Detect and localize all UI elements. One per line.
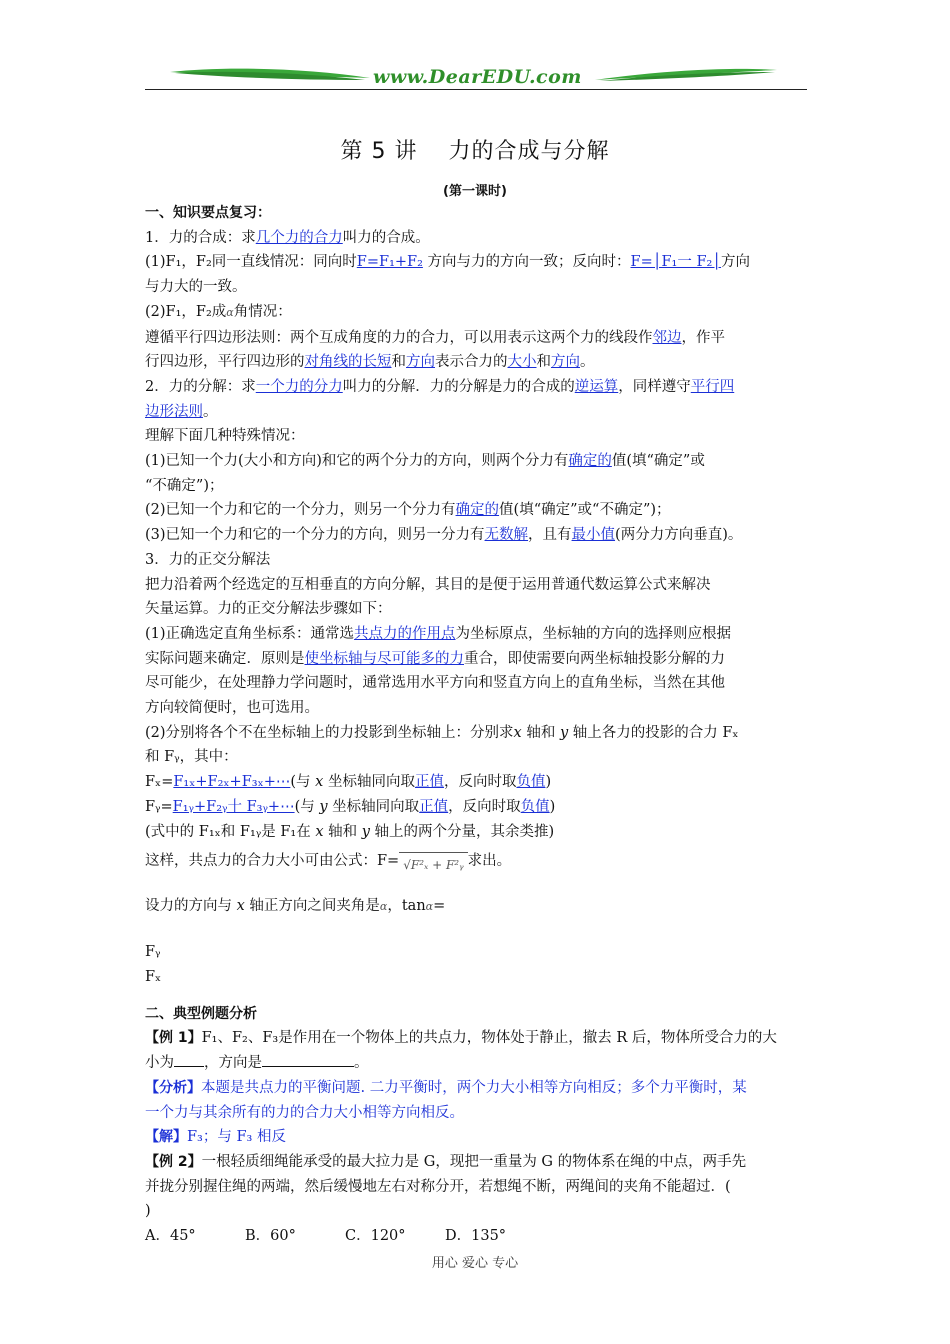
- answer-link: 确定的: [455, 502, 500, 519]
- answer-link: 确定的: [568, 453, 612, 470]
- line: 矢量运算。力的正交分解法步骤如下：: [145, 601, 392, 618]
- line: 设力的方向与 x 轴正方向之间夹角是α，tanα=: [145, 898, 446, 915]
- line: (2)已知一个力和它的一个分力，则另一个分力有确定的值(填“确定”或“不确定”)；: [145, 502, 671, 519]
- header-rule: [145, 89, 807, 90]
- line: 方向较简便时，也可选用。: [145, 700, 319, 717]
- lesson-title: 第 5 讲 力的合成与分解: [340, 139, 610, 164]
- answer-link: 方向: [551, 354, 580, 371]
- line: 理解下面几种特殊情况：: [145, 428, 305, 445]
- answer-link: 最小值: [571, 527, 616, 544]
- line: ): [145, 1203, 151, 1220]
- content-body: 一、知识要点复习： 1．力的合成：求几个力的合力叫力的合成。 (1)F₁，F₂同一直线情况：同向时F=F₁+F₂ 方向与力的方向一致；反向时：F=│F₁一 F₂│方向 与力大的一致。 (2)F₁，F₂成α角情况： 遵循平行四边形法则：两个互成角度的力的合力，可以用表示这两个力的线段作邻边，作平 行四边形，平行四边形的对角线的长短和方向表示合力的大小和方向。 2．力的分解：求一个力的分力叫力的分解．力的分解是力的合成的逆运算，同样遵守平行四 边形法则。 理解下面几种特殊情况： (1)已知一个力(大小和方向)和它的两个分力的方向，则两个分力有确定的值(填“确定”或 “不确定”)； (2)已知一个力和它的一个分力，则另一个分力有确定的值(填“确定”或“不确定”)； (3)已知一个力和它的一个分力的方向，则另一分力有无数解，且有最小值(两分力方向垂直)。 3．力的正交分解法 把力沿着两个经选定的互相垂直的方向分解，其目的是便于运用普通代数运算公式来解决 矢量运算。力的正交分解法步骤如下： (1)正确选定直角坐标系：通常选共点力的作用点为坐标原点，坐标轴的方向的选择则应根据 实际问题来确定．原则是使坐标轴与尽可能多的力重合，即使需要向两坐标轴投影分解的力 尽可能少，在处理静力学问题时，通常选用水平方向和竖直方向上的直角坐标，当然在其他 方向较简便时，也可选用。 (2)分别将各个不在坐标轴上的力投影到坐标轴上：分别求x 轴和 y 轴上各力的投影的合力 Fₓ 和 Fᵧ，其中： Fₓ=F₁ₓ+F₂ₓ+F₃ₓ+⋯(与 x 坐标轴同向取正值，反向时取负值) Fᵧ=F₁ᵧ+F₂ᵧ十 F₃ᵧ+⋯(与 y 坐标轴同向取正值，反向时取负值) (式中的 F₁ₓ和 F₁ᵧ是 F₁在 x 轴和 y 轴上的两个分量，其余类推) 这样，共点力的合力大小可由公式：F= √F²ₓ + F²ᵧ 求出。 设力的方向与 x 轴正方向之间夹角是α，tanα= Fᵧ Fₓ 二、典型例题分析 【例 1】F₁、F₂、F₃是作用在一个物体上的共点力，物体处于静止，撤去 R 后，物体所受合力的大 小为 ，方向是 。 【分析】本题是共点力的平衡问题. 二力平衡时，两个力大小相等方向相反；多个力平衡时，某 一个力与其余所有的力的合力大小相等方向相反。 【解】F₃；与 F₃ 相反 【例 2】一根轻质细绳能承受的最大拉力是 G，现把一重量为 G 的物体系在绳的中点，两手先 并拢分别握住绳的两端，然后缓慢地左右对称分开，若想绳不断，两绳间的夹角不能超过．( ) A．45° B．60° C．120° D．135°: [145, 201, 809, 1249]
- line: 遵循平行四边形法则：两个互成角度的力的合力，可以用表示这两个力的线段作邻边，作平: [145, 329, 725, 346]
- answer-link: 大小: [507, 354, 537, 371]
- line: (1)已知一个力(大小和方向)和它的两个分力的方向，则两个分力有确定的值(填“确定”或: [145, 453, 705, 470]
- answer-link: 正值: [419, 798, 449, 815]
- options-line: [145, 1224, 809, 1249]
- line: (3)已知一个力和它的一个分力的方向，则另一分力有无数解，且有最小值(两分力方向垂直)。: [145, 527, 743, 544]
- line: 3．力的正交分解法: [145, 551, 271, 568]
- line: (1)正确选定直角坐标系：通常选共点力的作用点为坐标原点，坐标轴的方向的选择则应根据: [145, 625, 732, 642]
- line: “不确定”)；: [145, 477, 224, 494]
- section-heading-1: 一、知识要点复习：: [145, 205, 271, 221]
- section-heading-2: 二、典型例题分析: [145, 1005, 257, 1022]
- line: 和 Fᵧ，其中：: [145, 749, 238, 766]
- answer-link: F₁ₓ+F₂ₓ+F₃ₓ+⋯: [173, 774, 291, 791]
- answer-link: 负值: [516, 774, 546, 791]
- line: 1．力的合成：求几个力的合力叫力的合成。: [145, 229, 430, 246]
- line: Fᵧ=F₁ᵧ+F₂ᵧ十 F₃ᵧ+⋯(与 y 坐标轴同向取正值，反向时取负值): [145, 798, 556, 815]
- line: 把力沿着两个经选定的互相垂直的方向分解，其目的是便于运用普通代数运算公式来解决: [145, 576, 711, 593]
- answer-link: 平行四: [690, 378, 735, 395]
- answer-link: 无数解: [484, 527, 529, 544]
- line: 小为 ，方向是 。: [145, 1051, 809, 1076]
- line: 【分析】本题是共点力的平衡问题. 二力平衡时，两个力大小相等方向相反；多个力平衡时，某: [145, 1079, 747, 1096]
- line: 与力大的一致。: [145, 279, 247, 296]
- line: 行四边形，平行四边形的对角线的长短和方向表示合力的大小和方向。: [145, 354, 595, 371]
- lesson-subtitle: (第一课时): [443, 184, 507, 199]
- answer-link: F₁ᵧ+F₂ᵧ十 F₃ᵧ+⋯: [172, 798, 295, 815]
- answer-link: 负值: [520, 798, 550, 815]
- answer-link: F=F₁+F₂: [356, 254, 423, 271]
- answer-link: 一个力的分力: [255, 378, 343, 395]
- answer-link: 共点力的作用点: [354, 625, 456, 642]
- line: 实际问题来确定．原则是使坐标轴与尽可能多的力重合，即使需要向两坐标轴投影分解的力: [145, 650, 725, 667]
- line: 2．力的分解：求一个力的分力叫力的分解．力的分解是力的合成的逆运算，同样遵守平行四: [145, 378, 735, 395]
- logo-text: www.DearEDU.com: [373, 66, 582, 88]
- line: Fₓ=F₁ₓ+F₂ₓ+F₃ₓ+⋯(与 x 坐标轴同向取正值，反向时取负值): [145, 774, 552, 791]
- answer-link: 方向: [406, 354, 435, 371]
- line: (式中的 F₁ₓ和 F₁ᵧ是 F₁在 x 轴和 y 轴上的两个分量，其余类推): [145, 823, 555, 840]
- page-footer: 用心 爱心 专心: [431, 1256, 519, 1271]
- line: 【例 2】一根轻质细绳能承受的最大拉力是 G，现把一重量为 G 的物体系在绳的中点，两手先: [145, 1153, 747, 1170]
- option-d[interactable]: D．135°: [445, 1228, 507, 1245]
- line: 这样，共点力的合力大小可由公式：F= √F²ₓ + F²ᵧ 求出。: [145, 844, 809, 882]
- line: (1)F₁，F₂同一直线情况：同向时F=F₁+F₂ 方向与力的方向一致；反向时：F=│F₁一 F₂│方向: [145, 254, 751, 271]
- answer-link: 逆运算: [574, 378, 619, 395]
- answer-link: 使坐标轴与尽可能多的力: [304, 650, 464, 667]
- answer-link: 对角线的长短: [304, 354, 392, 371]
- option-a[interactable]: A．45°: [145, 1228, 196, 1245]
- line: 一个力与其余所有的力的合力大小相等方向相反。: [145, 1104, 464, 1121]
- answer-link: 正值: [414, 774, 444, 791]
- line: (2)F₁，F₂成α角情况：: [145, 303, 292, 320]
- answer-link: 邻边: [652, 329, 682, 346]
- answer-link: 几个力的合力: [255, 229, 343, 246]
- answer-blank[interactable]: [262, 1052, 354, 1067]
- option-b[interactable]: B．60°: [245, 1228, 296, 1245]
- answer-link: F=│F₁一 F₂│: [630, 254, 722, 271]
- line: 并拢分别握住绳的两端，然后缓慢地左右对称分开，若想绳不断，两绳间的夹角不能超过．(: [145, 1178, 731, 1195]
- line: (2)分别将各个不在坐标轴上的力投影到坐标轴上：分别求x 轴和 y 轴上各力的投影的合力 Fₓ: [145, 724, 739, 741]
- answer-blank[interactable]: [174, 1052, 204, 1067]
- line: 【解】F₃；与 F₃ 相反: [145, 1129, 286, 1146]
- line: 尽可能少，在处理静力学问题时，通常选用水平方向和竖直方向上的直角坐标，当然在其他: [145, 675, 725, 692]
- answer-link: 边形法则: [145, 403, 203, 420]
- line: 边形法则。: [145, 403, 218, 420]
- line: 【例 1】F₁、F₂、F₃是作用在一个物体上的共点力，物体处于静止，撤去 R 后，物体所受合力的大: [145, 1030, 777, 1047]
- option-c[interactable]: C．120°: [345, 1228, 406, 1245]
- sqrt-formula: √F²ₓ + F²ᵧ: [399, 852, 467, 878]
